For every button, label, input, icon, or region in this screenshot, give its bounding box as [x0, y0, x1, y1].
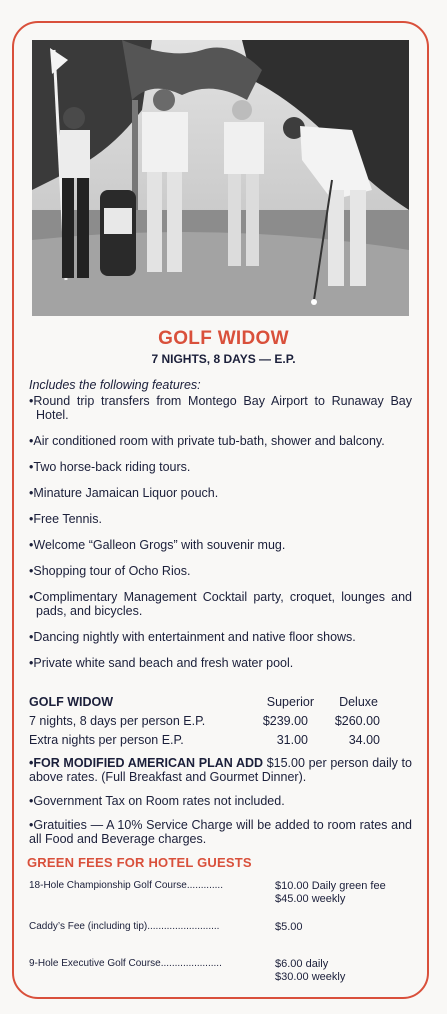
features-intro: Includes the following features:: [29, 378, 201, 392]
list-item: •Two horse-back riding tours.: [29, 460, 191, 474]
rate-superior: $239.00: [262, 714, 308, 728]
list-item: •Round trip transfers from Montego Bay Airport to Runaway Bay Hotel.: [29, 394, 412, 422]
package-title: GOLF WIDOW: [158, 328, 289, 349]
fee-label: 18-Hole Championship Golf Course.............: [29, 880, 223, 891]
map-note: [29, 756, 412, 784]
rate-label: Extra nights per person E.P.: [29, 733, 184, 747]
fee-value: [275, 880, 386, 906]
list-item: [29, 921, 412, 937]
gratuities-note: •Gratuities — A 10% Service Charge will be added to room rates and all Food and Beverage charges.: [29, 818, 412, 846]
tax-note: •Government Tax on Room rates not included.: [29, 794, 285, 808]
rates-col-superior: Superior: [266, 695, 314, 709]
map-note-lead: •FOR MODIFIED AMERICAN PLAN ADD: [29, 756, 264, 770]
rate-superior: 31.00: [276, 733, 308, 747]
list-item: •Shopping tour of Ocho Rios.: [29, 564, 191, 578]
golfers-photo-illustration: [32, 40, 409, 316]
table-header: [29, 695, 412, 714]
table-row: [29, 733, 412, 752]
package-subtitle: 7 NIGHTS, 8 DAYS — E.P.: [151, 352, 296, 366]
list-item: •Free Tennis.: [29, 512, 102, 526]
fee-line-2: $45.00 weekly: [275, 893, 346, 905]
list-item: [29, 880, 412, 910]
rates-col-deluxe: Deluxe: [339, 695, 378, 709]
fee-label: 9-Hole Executive Golf Course......................: [29, 958, 222, 969]
fee-line-1: $5.00: [275, 921, 303, 933]
list-item: •Dancing nightly with entertainment and native floor shows.: [29, 630, 356, 644]
rate-notes: [29, 756, 412, 856]
rates-table: [29, 695, 412, 752]
rate-label: 7 nights, 8 days per person E.P.: [29, 714, 206, 728]
list-item: •Private white sand beach and fresh water pool.: [29, 656, 294, 670]
list-item: [29, 958, 412, 988]
fee-value: [275, 958, 345, 984]
list-item: •Complimentary Management Cocktail party, croquet, lounges and pads, and bicycles.: [29, 590, 412, 618]
golfers-photo: [32, 40, 409, 316]
rates-package-name: GOLF WIDOW: [29, 695, 114, 709]
map-note-text: $15.00 per person daily to above rates. (Full Breakfast and Gourmet Dinner).: [29, 756, 412, 784]
table-row: [29, 714, 412, 733]
fee-value: [275, 921, 303, 934]
fee-line-2: $30.00 weekly: [275, 971, 346, 983]
rate-deluxe: $260.00: [334, 714, 380, 728]
fee-label: Caddy’s Fee (including tip)..........................: [29, 921, 220, 932]
list-item: •Minature Jamaican Liquor pouch.: [29, 486, 219, 500]
fee-line-1: $6.00 daily: [275, 958, 329, 970]
list-item: •Air conditioned room with private tub-bath, shower and balcony.: [29, 434, 385, 448]
features-list: [29, 394, 412, 682]
list-item: •Welcome “Galleon Grogs” with souvenir mug.: [29, 538, 286, 552]
green-fees-title: GREEN FEES FOR HOTEL GUESTS: [27, 855, 252, 870]
rate-deluxe: 34.00: [348, 733, 380, 747]
fee-line-1: $10.00 Daily green fee: [275, 880, 386, 892]
